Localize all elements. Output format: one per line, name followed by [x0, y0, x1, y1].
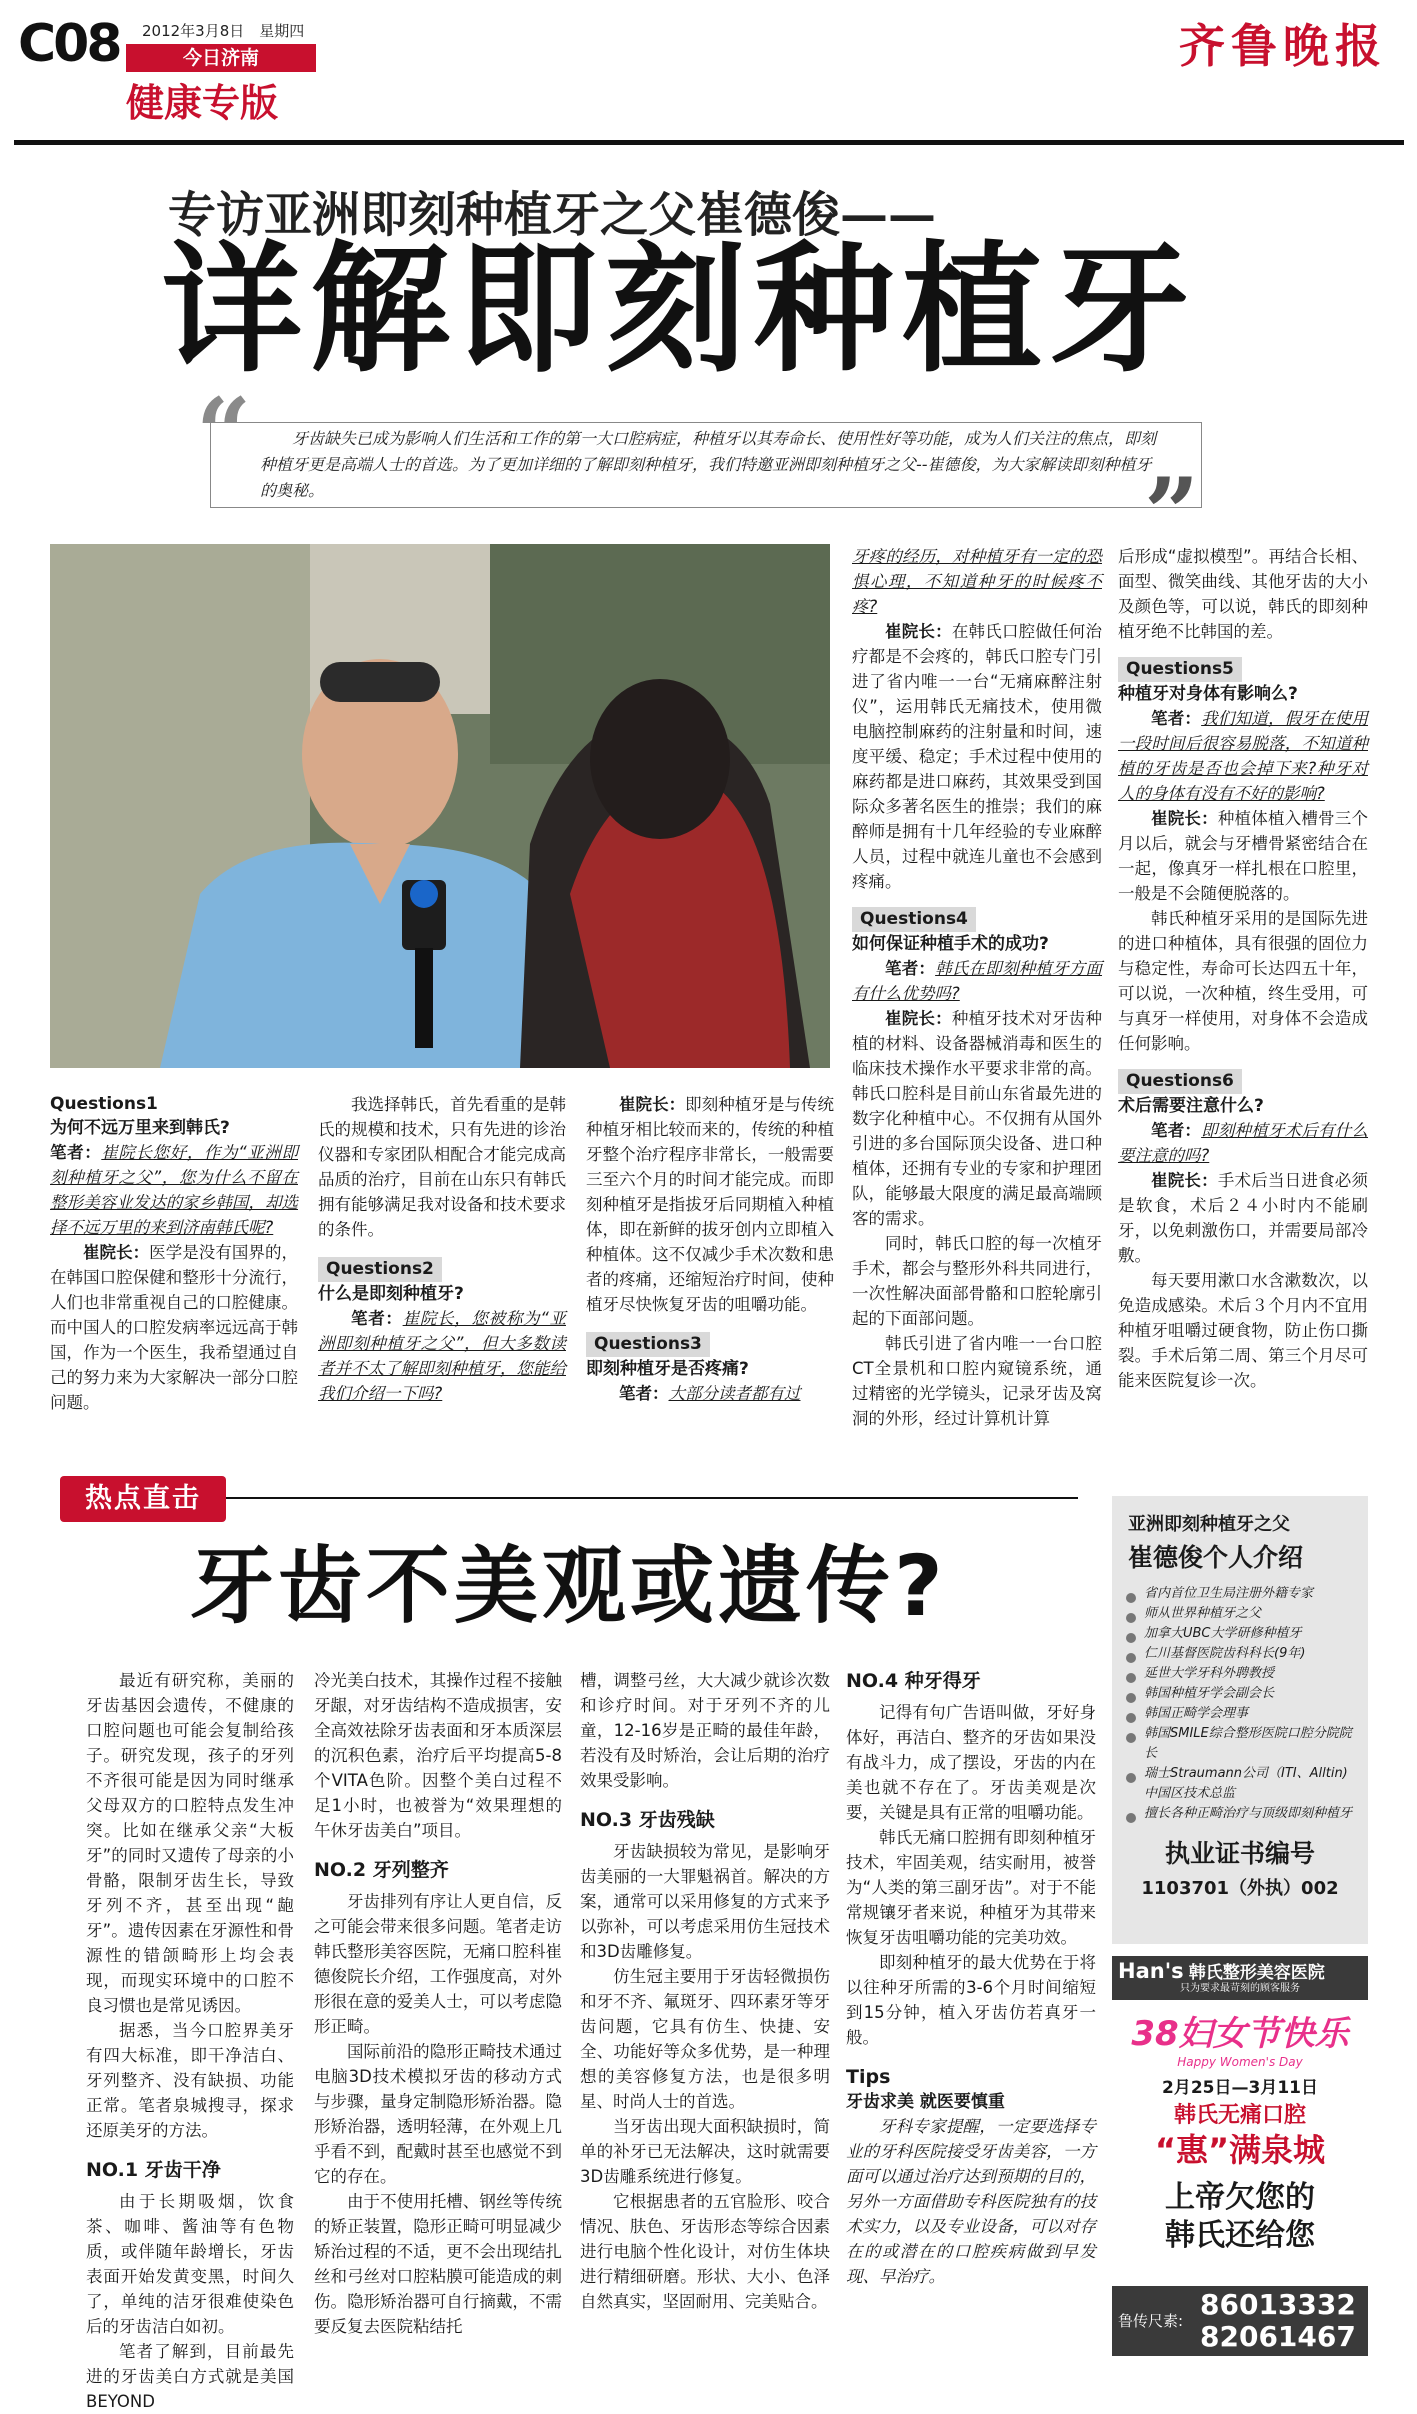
article1-col1: [50, 1092, 298, 1415]
ad-clinic: 韩氏无痛口腔: [1173, 2103, 1306, 2128]
article1-kicker: 专访亚洲即刻种植牙之父崔德俊——: [168, 187, 937, 243]
q2-title: 什么是即刻种植牙?: [318, 1284, 464, 1304]
profile-title-line1: 亚洲即刻种植牙之父: [1128, 1514, 1290, 1535]
page-code: C08: [18, 14, 120, 74]
ad-brand-cn: 韩氏整形美容医院: [1188, 1963, 1325, 1983]
ad-license: 鲁传尺素:: [1118, 2312, 1184, 2330]
a3-speaker: 崔院长：: [885, 622, 952, 641]
a5-speaker: 崔院长：: [1151, 809, 1218, 828]
a2c2-p3: 国际前沿的隐形正畸技术通过电脑3D技术模拟牙齿的移动方式与步骤，量身定制隐形矫治器。隐形矫治器，透明轻薄，在外观上几乎看不到，配戴时甚至也感觉不到它的存在。: [314, 2042, 562, 2186]
q6-asker: 笔者：: [1151, 1121, 1202, 1140]
article2-title: 牙齿不美观或遗传?: [190, 1537, 947, 1635]
q4-text: 韩氏在即刻种植牙方面有什么优势吗?: [852, 959, 1103, 1003]
q1-text: 崔院长您好，作为“亚洲即刻种植牙之父”，您为什么不留在整形美容业发达的家乡韩国，却选择不远万里的来到济南韩氏呢?: [50, 1143, 298, 1237]
q1-asker: 笔者：: [50, 1143, 102, 1162]
a4-text: 种植牙技术对牙齿种植的材料、设备器械消毒和医生的临床技术操作水平要求非常的高。韩氏口腔科是目前山东省最先进的数字化种植中心。不仅拥有从国外引进的多台国际顶尖设备、进口种植体，还拥有专业的专家和护理团队，能够最大限度的满足最高端顾客的需求。: [852, 1009, 1103, 1228]
article1-col3: [586, 1092, 834, 1406]
a2c4-p2: 韩氏无痛口腔拥有即刻种植牙技术，牢固美观，结实耐用，被誉为“人类的第三副牙齿”。对于不能常规镶牙者来说，种植牙为其带来恢复牙齿咀嚼功能的完美功效。: [846, 1828, 1096, 1947]
cert-label: 执业证书编号: [1164, 1839, 1315, 1868]
a2c1-p4: 笔者了解到，目前最先进的牙齿美白方式就是美国BEYOND: [86, 2342, 294, 2411]
article2-col2: [314, 1668, 562, 2339]
a2c1-p1: 最近有研究称，美丽的牙齿基因会遗传，不健康的口腔问题也可能会复制给孩子。研究发现，孩子的牙列不齐很可能是因为同时继承父母双方的口腔特点发生冲突。比如在继承父亲“大板牙”的同时又遗传了母亲的小骨骼，限制牙齿生长，导致牙列不齐，甚至出现“龅牙”。遗传因素在牙源性和骨源性的错颌畸形上均会表现，而现实环境中的口腔不良习惯也是常见诱因。: [86, 1671, 294, 2015]
q6-tag: Questions6: [1118, 1069, 1242, 1094]
q4-title: 如何保证种植手术的成功?: [852, 934, 1049, 954]
q4-asker: 笔者：: [885, 959, 936, 978]
a2c3-p3: 仿生冠主要用于牙齿轻微损伤和牙不齐、氟斑牙、四环素牙等牙齿问题，它具有仿生、快捷、安全、功能好等众多优势，是一种理想的美容修复方法，也是很多明星、时尚人士的首选。: [580, 1967, 830, 2111]
ad-slogan1: 上帝欠您的: [1165, 2180, 1315, 2215]
article2-col1: [86, 1668, 294, 2414]
a2c3-h3: NO.3 牙齿残缺: [580, 1809, 715, 1831]
a2c2-h2: NO.2 牙列整齐: [314, 1859, 449, 1881]
q2-tag: Questions2: [318, 1257, 442, 1282]
profile-item: 仁川基督医院齿科科长(9年): [1126, 1644, 1354, 1664]
a2c2-p4: 由于不使用托槽、钢丝等传统的矫正装置，隐形正畸可明显减少矫治过程的不适，更不会出现结扎丝和弓丝对口腔粘膜可能造成的刺伤。隐形矫治器可自行摘戴，不需要反复去医院粘结托: [314, 2192, 562, 2336]
hot-tag-label: 热点直击: [85, 1483, 201, 1514]
col4-p3: 韩氏引进了省内唯一一台口腔CT全景机和口腔内窥镜系统，通过精密的光学镜头，记录牙齿及窝洞的外形，经过计算机计算: [852, 1334, 1102, 1428]
lead-text: 牙齿缺失已成为影响人们生活和工作的第一大口腔病症，种植牙以其寿命长、使用性好等功能，成为人们关注的焦点，即刻种植牙更是高端人士的首选。为了更加详细的了解即刻种植牙，我们特邀亚洲即刻种植牙之父--崔德俊，为大家解读即刻种植牙的奥秘。: [260, 429, 1157, 500]
col2-text1: 我选择韩氏，首先看重的是韩氏的规模和技术，只有先进的诊治仪器和专家团队相配合才能完成高品质的治疗，目前在山东只有韩氏拥有能够满足我对设备和技术要求的条件。: [318, 1095, 566, 1239]
article1-col2: [318, 1092, 566, 1406]
q6-text: 即刻种植牙术后有什么要注意的吗?: [1118, 1121, 1369, 1165]
q1-tag: Questions1: [50, 1094, 158, 1114]
quote-open-icon: “: [196, 377, 252, 490]
q3-asker: 笔者：: [619, 1384, 669, 1403]
a4-speaker: 崔院长：: [885, 1009, 952, 1028]
q5-tag: Questions5: [1118, 657, 1242, 682]
interview-photo-illustration: [50, 544, 830, 1068]
ad-promo-hui: “惠”: [1154, 2131, 1230, 2169]
tips-text: 牙科专家提醒，一定要选择专业的牙科医院接受牙齿美容，一方面可以通过治疗达到预期的目的，另外一方面借助专科医院独有的技术实力，以及专业设备，可以对存在的或潜在的口腔疾病做到早发现、早治疗。: [846, 2117, 1096, 2286]
ad-dates: 2月25日—3月11日: [1162, 2078, 1318, 2098]
q3-text: 大部分读者都有过: [668, 1384, 801, 1403]
q1-title: 为何不远万里来到韩氏?: [50, 1118, 230, 1138]
a2c1-p3: 由于长期吸烟，饮食茶、咖啡、酱油等有色物质，或伴随年龄增长，牙齿表面开始发黄变黑，时间久了，单纯的洁牙很难使染色后的牙齿洁白如初。: [86, 2192, 294, 2336]
a1-speaker: 崔院长：: [83, 1243, 150, 1262]
ad-phone1: 86013332: [1200, 2288, 1356, 2321]
a2c3-p5: 它根据患者的五官脸形、咬合情况、肤色、牙齿形态等综合因素进行电脑个性化设计，对仿生体块进行精细研磨。形状、大小、色泽自然真实，坚固耐用、完美贴合。: [580, 2192, 830, 2311]
q4-tag: Questions4: [852, 907, 976, 932]
a2c4-p3: 即刻种植牙的最大优势在于将以往种牙所需的3-6个月时间缩短到15分钟，植入牙齿仿若真牙一般。: [846, 1953, 1096, 2047]
ad-promo-rest: 满泉城: [1229, 2131, 1326, 2169]
profile-item: 师从世界种植牙之父: [1126, 1604, 1354, 1624]
issue-date: 2012年3月8日 星期四: [142, 22, 305, 40]
q2-text: 崔院长，您被称为“亚洲即刻种植牙之父”，但大多数读者并不太了解即刻种植牙，您能给我们介绍一下吗?: [318, 1309, 566, 1403]
q5-asker: 笔者：: [1151, 709, 1202, 728]
a2c4-p1: 记得有句广告语叫做，牙好身体好，再洁白、整齐的牙齿如果没有战斗力，成了摆设，牙齿的内在美也就不存在了。牙齿美观是次要，关键是具有正常的咀嚼功能。: [846, 1703, 1096, 1822]
a3-text: 在韩氏口腔做任何治疗都是不会疼的，韩氏口腔专门引进了省内唯一一台“无痛麻醉注射仪”，运用韩氏无痛技术，使用微电脑控制麻药的注射量和时间，速度平缓、稳定；手术过程中使用的麻药都是进口麻药，其效果受到国际众多著名医生的推崇；我们的麻醉师是拥有十几年经验的专业麻醉人员，过程中就连儿童也不会感到疼痛。: [852, 622, 1103, 891]
profile-item: 延世大学牙科外聘教授: [1126, 1664, 1354, 1684]
a2c2-p2: 牙齿排列有序让人更自信，反之可能会带来很多问题。笔者走访韩氏整形美容医院，无痛口腔科崔德俊院长介绍，工作强度高，对外形很在意的爱美人士，可以考虑隐形正畸。: [314, 1892, 562, 2036]
article1-title: 详解即刻种植牙: [162, 229, 1199, 392]
q3-cont: 牙疼的经历，对种植牙有一定的恐惧心理，不知道种牙的时候疼不疼?: [852, 547, 1102, 616]
q6-title: 术后需要注意什么?: [1118, 1096, 1264, 1116]
ad-brand-tagline: 只为要求最苛刻的顾客服务: [1180, 1983, 1300, 1994]
q3-title: 即刻种植牙是否疼痛?: [586, 1359, 749, 1379]
article1-col5: [1118, 544, 1368, 1393]
col5-p3: 每天要用漱口水含漱数次，以免造成感染。术后３个月内不宜用种植牙咀嚼过硬食物，防止伤口撕裂。手术后第二周、第三个月尽可能来医院复诊一次。: [1118, 1271, 1368, 1390]
ad-phone2: 82061467: [1200, 2320, 1356, 2353]
page-header: [0, 0, 1417, 140]
q3-tag: Questions3: [586, 1332, 710, 1357]
col5-p2: 韩氏种植牙采用的是国际先进的进口种植体，具有很强的固位力与稳定性，寿命可长达四五十年，可以说，一次种植，终生受用，可与真牙一样使用，对身体不会造成任何影响。: [1118, 909, 1368, 1053]
col4-p2: 同时，韩氏口腔的每一次植牙手术，都会与整形外科共同进行，一次性解决面部骨骼和口腔轮廓引起的下面部问题。: [852, 1234, 1102, 1328]
ad-festival: 38妇女节快乐: [1131, 2014, 1349, 2054]
cert-number: 1103701（外执）002: [1141, 1878, 1339, 1899]
a2c1-p2: 据悉，当今口腔界美牙有四大标准，即干净洁白、牙列整齐、没有缺损、功能正常。笔者泉城搜寻，探求还原美牙的方法。: [86, 2021, 294, 2140]
ad-brand-en: Han's: [1118, 1959, 1184, 1983]
ad-promo: [1112, 2129, 1368, 2171]
a5-text: 种植体植入槽骨三个月以后，就会与牙槽骨紧密结合在一起，像真牙一样扎根在口腔里，一般是不会随便脱落的。: [1118, 809, 1369, 903]
a2c4-h4: NO.4 种牙得牙: [846, 1670, 981, 1692]
profile-item: 韩国正畸学会理事: [1126, 1704, 1354, 1724]
quote-close-icon: ”: [1144, 457, 1200, 570]
q5-text: 我们知道，假牙在使用一段时间后很容易脱落，不知道种植的牙齿是否也会掉下来?种牙对人的身体有没有不好的影响?: [1118, 709, 1369, 803]
ad-slogan2: 韩氏还给您: [1165, 2218, 1315, 2253]
profile-list: [1126, 1584, 1354, 1824]
profile-item: 瑞士Straumann公司（ITI、Alltin)中国区技术总监: [1126, 1764, 1354, 1804]
profile-item: 加拿大UBC大学研修种植牙: [1126, 1624, 1354, 1644]
profile-item: 擅长各种正畸治疗与顶级即刻种植牙: [1126, 1804, 1354, 1824]
a6-speaker: 崔院长：: [1151, 1171, 1218, 1190]
article2-col4: [846, 1668, 1096, 2289]
article2-rule: [226, 1497, 1078, 1499]
hot-tag: [60, 1476, 226, 1522]
interview-photo: [50, 544, 830, 1068]
profile-sidebar: [1112, 1496, 1368, 1944]
header-rule: [14, 140, 1404, 145]
a2c2-p1: 冷光美白技术，其操作过程不接触牙龈，对牙齿结构不造成损害，安全高效祛除牙齿表面和牙本质深层的沉积色素，治疗后平均提高5-8个VITA色阶。因整个美白过程不足1小时，也被誉为“效果理想的午休牙齿美白”项目。: [314, 1671, 562, 1840]
tips-subtitle: 牙齿求美 就医要慎重: [846, 2092, 1005, 2112]
ad-phone-bar: [1112, 2286, 1368, 2356]
a6-text: 手术后当日进食必须是软食，术后２４小时内不能刷牙，以免刺激伤口，并需要局部冷敷。: [1118, 1171, 1369, 1265]
masthead: 齐鲁晚报: [1179, 19, 1387, 73]
section-title: 健康专版: [126, 81, 279, 125]
col5-text1: 后形成“虚拟模型”。再结合长相、面型、微笑曲线、其他牙齿的大小及颜色等，可以说，韩氏的即刻种植牙绝不比韩国的差。: [1118, 547, 1368, 641]
a2c3-p4: 当牙齿出现大面积缺损时，简单的补牙已无法解决，这时就需要3D齿雕系统进行修复。: [580, 2117, 830, 2186]
ad-brand-bar: [1112, 1956, 1368, 2000]
q2-asker: 笔者：: [351, 1309, 403, 1328]
article1-col4: [852, 544, 1102, 1431]
section-top-label: 今日济南: [126, 44, 316, 72]
a2c3-p1: 槽，调整弓丝，大大减少就诊次数和诊疗时间。对于牙列不齐的儿童，12-16岁是正畸的最佳年龄，若没有及时矫治，会让后期的治疗效果受影响。: [580, 1671, 830, 1790]
a2-text: 即刻种植牙是与传统种植牙相比较而来的，传统的种植牙整个治疗程序非常长，一般需要三至六个月的时间才能完成。而即刻种植牙是指拔牙后同期植入种植体，即在新鲜的拔牙创内立即植入种植体。这不仅减少手术次数和患者的疼痛，还缩短治疗时间，使种植牙尽快恢复牙齿的咀嚼功能。: [586, 1095, 835, 1314]
profile-item: 韩国种植牙学会副会长: [1126, 1684, 1354, 1704]
tips-title: Tips: [846, 2066, 891, 2088]
hospital-ad: [1112, 1956, 1368, 2356]
profile-item: 韩国SMILE综合整形医院口腔分院院长: [1126, 1724, 1354, 1764]
a2c3-p2: 牙齿缺损较为常见，是影响牙齿美丽的一大罪魁祸首。解决的方案，通常可以采用修复的方式来予以弥补，可以考虑采用仿生冠技术和3D齿雕修复。: [580, 1842, 830, 1961]
a2-speaker: 崔院长：: [619, 1095, 686, 1114]
a1-text: 医学是没有国界的，在韩国口腔保健和整形十分流行，人们也非常重视自己的口腔健康。而中国人的口腔发病率远远高于韩国，作为一个医生，我希望通过自己的努力来为大家解决一部分口腔问题。: [50, 1243, 299, 1412]
profile-item: 省内首位卫生局注册外籍专家: [1126, 1584, 1354, 1604]
article2-col3: [580, 1668, 830, 2314]
profile-title-line2: 崔德俊个人介绍: [1128, 1543, 1304, 1572]
q5-title: 种植牙对身体有影响么?: [1118, 684, 1298, 704]
a2c1-h1: NO.1 牙齿干净: [86, 2159, 221, 2181]
ad-festival-en: Happy Women's Day: [1177, 2055, 1303, 2069]
